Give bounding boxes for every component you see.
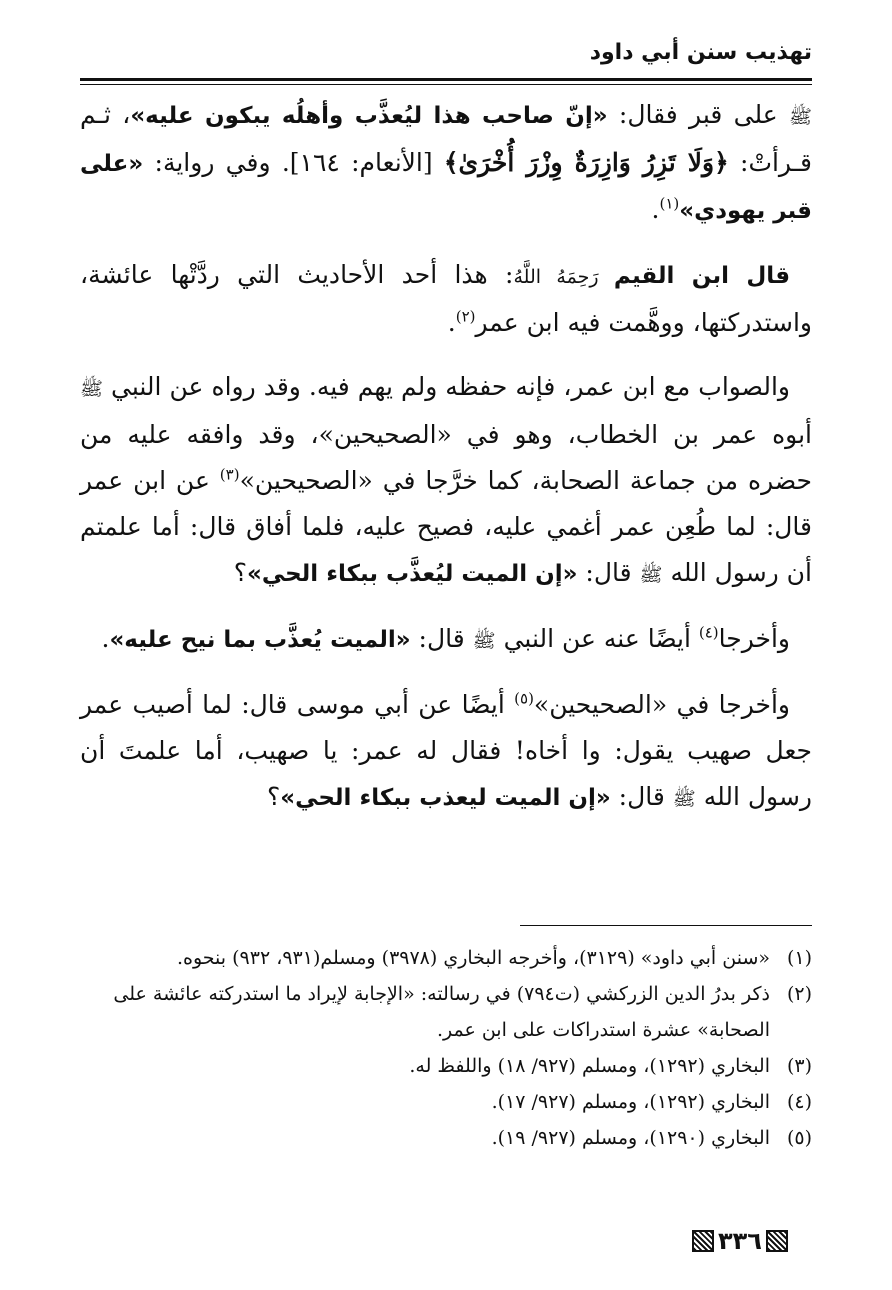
p1-quran-verse: ﴿وَلَا تَزِرُ وَازِرَةٌ وِزْرَ أُخْرَىٰ﴾ <box>443 148 729 177</box>
p5-text-1: وأخرجا في «الصحيحين» <box>533 690 790 719</box>
p3-seal-1: ﷺ <box>80 378 103 400</box>
footnote-number: (٣) <box>786 1055 812 1077</box>
footnote-text: البخاري (١٢٩٢)، ومسلم (٩٢٧/ ١٧). <box>491 1091 770 1113</box>
footnote-number: (٥) <box>786 1127 812 1149</box>
p1-hadith-quote: «إنّ صاحب هذا ليُعذَّب وأهلُه يبكون عليه» <box>130 103 608 129</box>
footnote-number: (١) <box>786 947 812 969</box>
p1-text-1: على قبر فقال: <box>607 100 790 129</box>
footnote-text: ذكر بدرُ الدين الزركشي (ت٧٩٤) في رسالته: «الإجابة لإيراد ما استدركته عائشة على الصحابة» عشرة استدراكات على ابن عمر. <box>113 983 770 1041</box>
p3-text-2: أبوه عمر بن الخطاب، وهو في «الصحيحين»، وقد وافقه عليه من حضره من جماعة الصحابة، كما خرَّجا في «الصحيحين» <box>80 420 813 495</box>
footnote-ref-2[interactable]: (٢) <box>455 307 476 326</box>
p4-text-2: أيضًا عنه عن النبي <box>495 624 699 653</box>
p1-text-3: [الأنعام: ١٦٤]. وفي رواية: <box>143 148 444 177</box>
p4-text-1: وأخرجا <box>718 624 790 653</box>
paragraph-5 <box>80 682 812 822</box>
paragraph-3 <box>80 364 812 598</box>
ornament-icon <box>692 1230 714 1252</box>
footnote-1 <box>80 940 812 976</box>
honorific-seal: ﷺ <box>789 106 812 128</box>
footnote-2 <box>80 976 812 1048</box>
footnote-ref-3[interactable]: (٣) <box>219 465 240 484</box>
footnote-number: (٤) <box>786 1091 812 1113</box>
p1-end: . <box>651 195 660 224</box>
paragraph-4 <box>80 616 812 664</box>
footnote-3 <box>80 1048 812 1084</box>
p5-text-2: أيضًا عن أبي موسى قال: لما أصيب عمر جعل صهيب يقول: وا أخاه! فقال له عمر: يا صهيب، أما علمتَ أن رسول الله <box>80 690 812 811</box>
p5-seal: ﷺ <box>672 788 696 810</box>
header-title: تهذيب سنن أبي داود <box>589 40 812 65</box>
main-text <box>80 92 812 840</box>
p5-end: ؟ <box>266 782 281 811</box>
footnote-5 <box>80 1120 812 1156</box>
page-number-block <box>692 1225 812 1257</box>
footnote-text: البخاري (١٢٩٢)، ومسلم (٩٢٧/ ١٨) واللفظ له. <box>409 1055 770 1077</box>
paragraph-1 <box>80 92 812 234</box>
footnote-number: (٢) <box>786 983 812 1005</box>
footnote-ref-5[interactable]: (٥) <box>514 689 534 708</box>
footnote-4 <box>80 1084 812 1120</box>
footnote-separator <box>520 925 812 926</box>
footnotes <box>80 940 812 1156</box>
p5-hadith-quote: «إن الميت ليعذب ببكاء الحي» <box>280 785 611 811</box>
p3-text-1: والصواب مع ابن عمر، فإنه حفظه ولم يهم فيه. وقد رواه عن النبي <box>102 372 790 401</box>
p4-hadith-quote: «الميت يُعذَّب بما نيح عليه» <box>109 627 411 653</box>
p3-text-4: قال: <box>577 558 640 587</box>
running-header <box>80 30 812 81</box>
footnote-ref-4[interactable]: (٤) <box>698 623 719 642</box>
p4-text-3: قال: <box>410 624 473 653</box>
p4-seal: ﷺ <box>472 630 496 652</box>
p3-hadith-quote: «إن الميت ليُعذَّب ببكاء الحي» <box>246 561 578 587</box>
p4-end: . <box>101 624 110 653</box>
footnote-ref-1[interactable]: (١) <box>659 194 680 213</box>
footnote-text: «سنن أبي داود» (٣١٢٩)، وأخرجه البخاري (٣٩٧٨) ومسلم(٩٣١، ٩٣٢) بنحوه. <box>176 947 770 969</box>
p5-text-3: قال: <box>610 782 673 811</box>
p1-text-2: ، ثـم قـرأتْ: <box>80 100 813 177</box>
ibn-qayyim-label: قال ابن القيم <box>613 263 791 289</box>
p3-seal-2: ﷺ <box>639 564 663 586</box>
p2-end: . <box>447 308 456 337</box>
p3-text-3: عن ابن عمر قال: لما طُعِن عمر أغمي عليه، فصيح عليه، فلما أفاق قال: أما علمتم أن رسول الله <box>80 466 812 587</box>
p2-text-1: : هذا أحد الأحاديث التي ردَّتْها عائشة، واستدركتها، ووهَّمت فيه ابن عمر <box>80 260 812 337</box>
paragraph-2 <box>80 252 812 346</box>
p1-quote-2: «على قبر يهودي» <box>80 151 812 224</box>
page-number: ٣٣٦ <box>718 1227 762 1255</box>
p2-honorific: رَحِمَهُ اللَّهُ <box>513 266 614 288</box>
p3-end: ؟ <box>233 558 247 587</box>
ornament-icon <box>766 1230 788 1252</box>
footnote-text: البخاري (١٢٩٠)، ومسلم (٩٢٧/ ١٩). <box>491 1127 770 1149</box>
